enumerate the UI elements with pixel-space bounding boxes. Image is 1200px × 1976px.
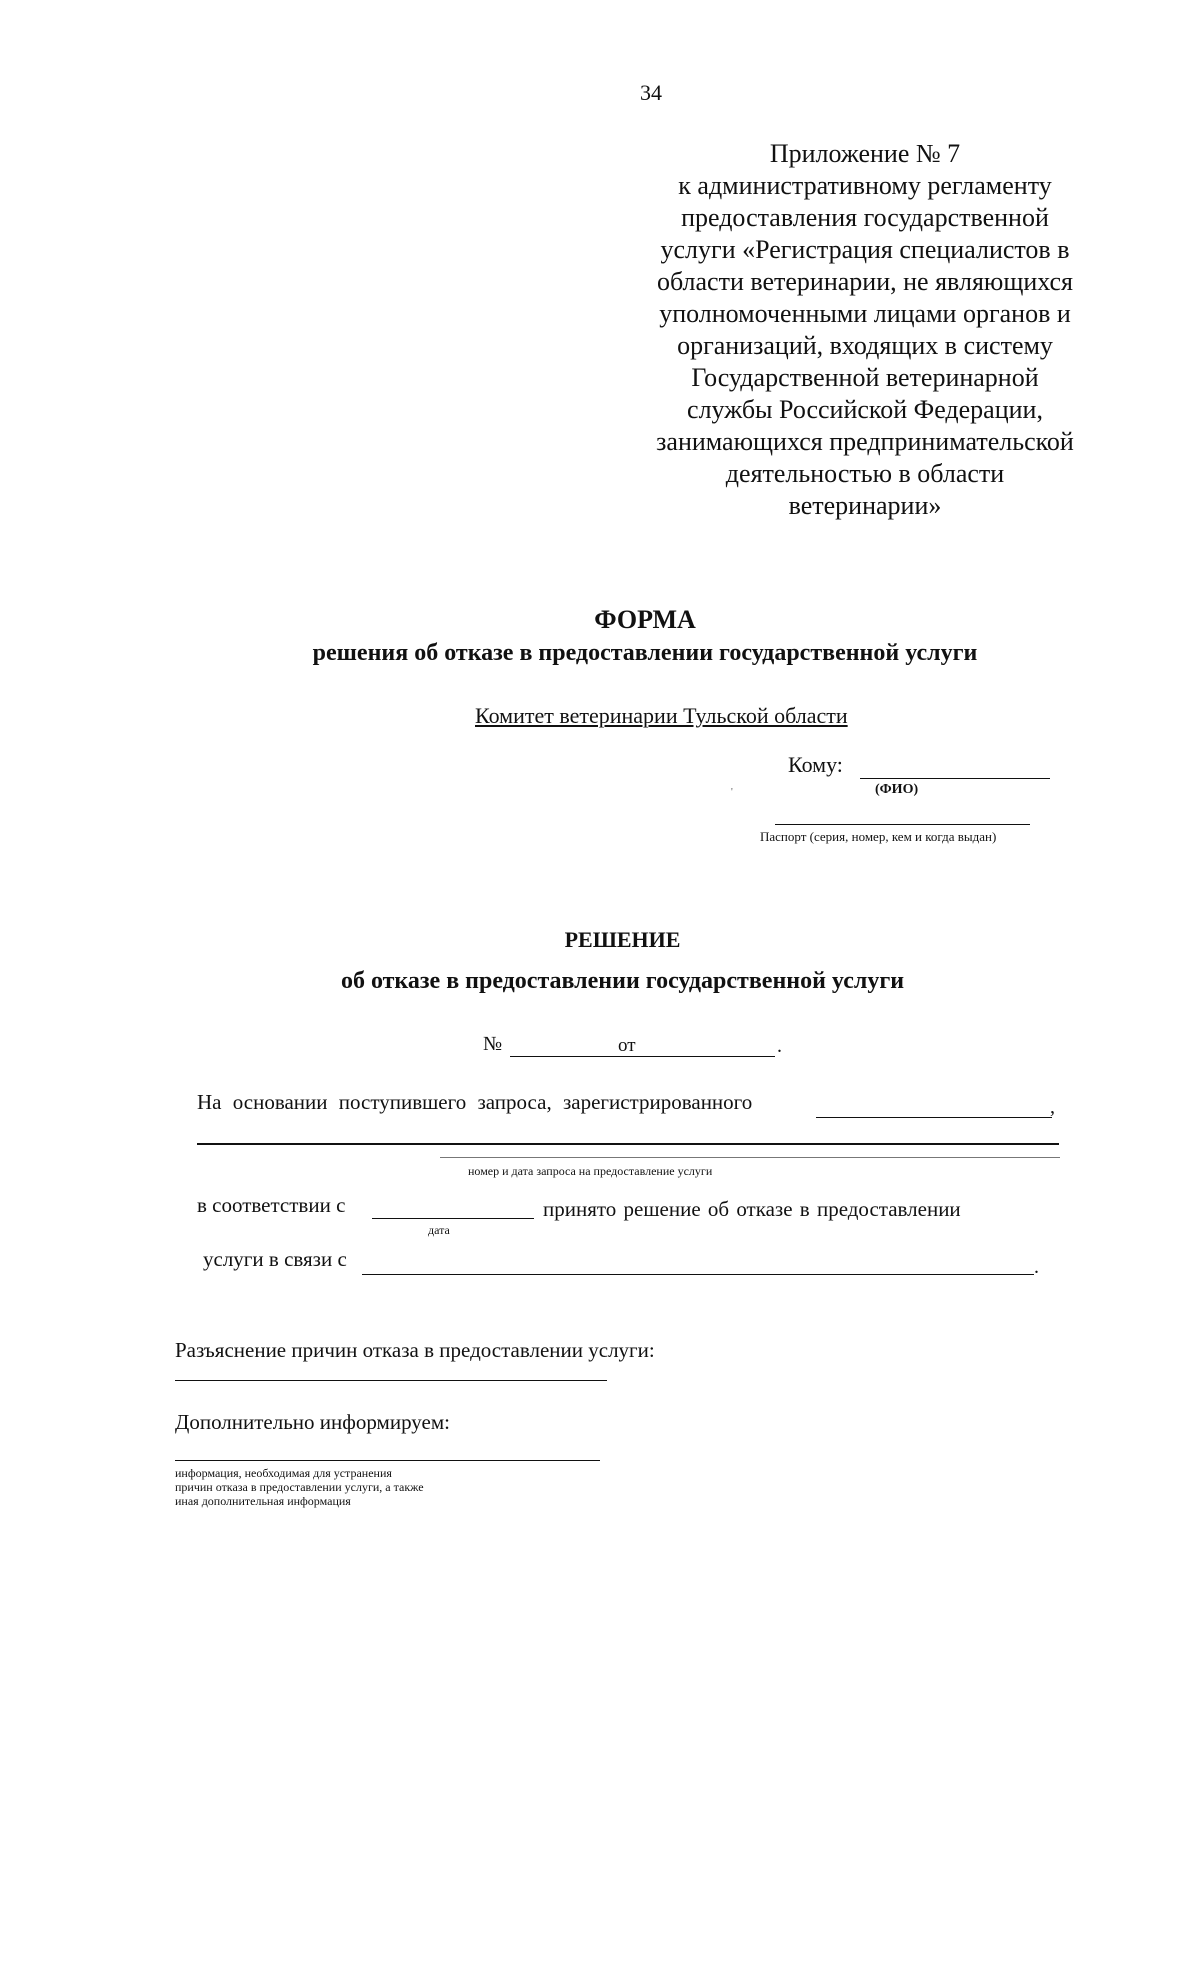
appendix-line: ветеринарии» xyxy=(788,491,942,520)
number-end-dot: . xyxy=(777,1035,782,1057)
service-reason-text: услуги в связи с xyxy=(203,1247,347,1271)
appendix-line: деятельностью в области xyxy=(725,459,1005,488)
caption-line: иная дополнительная информация xyxy=(175,1494,351,1508)
from-word: от xyxy=(618,1035,636,1056)
decision-title: РЕШЕНИЕ xyxy=(564,927,681,952)
recipient-label: Кому: xyxy=(788,752,843,777)
basis-text: На основании поступившего запроса, зарегистрированного xyxy=(197,1090,753,1114)
request-line-lower xyxy=(440,1157,1060,1158)
basis-comma: , xyxy=(1050,1096,1055,1118)
decision-subtitle: об отказе в предоставлении государственной услуги xyxy=(340,968,905,994)
passport-caption: Паспорт (серия, номер, кем и когда выдан) xyxy=(760,829,997,844)
number-sign: № xyxy=(483,1033,503,1055)
recipient-name-line xyxy=(860,778,1050,779)
appendix-line: услуги «Регистрация специалистов в xyxy=(660,235,1070,264)
appendix-line: предоставления государственной xyxy=(681,203,1049,232)
explanation-label: Разъяснение причин отказа в предоставлении услуги: xyxy=(175,1338,655,1362)
reason-end-dot: . xyxy=(1034,1256,1039,1278)
page-number: 34 xyxy=(640,80,662,105)
appendix-line: уполномоченными лицами органов и xyxy=(659,299,1071,328)
appendix-line: организаций, входящих в систему xyxy=(677,331,1053,360)
registration-line xyxy=(816,1117,1052,1118)
passport-line xyxy=(775,824,1030,825)
scan-speck: ' xyxy=(731,787,733,798)
appendix-line: занимающихся предпринимательской xyxy=(656,427,1074,456)
caption-line: причин отказа в предоставлении услуги, а также xyxy=(175,1480,424,1494)
appendix-line: Приложение № 7 xyxy=(769,139,961,168)
appendix-line: к административному регламенту xyxy=(678,171,1052,200)
accepted-text: принято решение об отказе в предоставлении xyxy=(543,1197,961,1221)
explanation-line xyxy=(175,1380,607,1381)
number-line xyxy=(510,1056,775,1057)
committee-name: Комитет ветеринарии Тульской области xyxy=(475,703,848,728)
appendix-line: Государственной ветеринарной xyxy=(691,363,1039,392)
additional-info-line xyxy=(175,1460,600,1461)
request-caption: номер и дата запроса на предоставление услуги xyxy=(468,1164,713,1178)
form-subtitle: решения об отказе в предоставлении государственной услуги xyxy=(312,640,978,666)
accordance-text: в соответствии с xyxy=(197,1193,346,1217)
appendix-line: службы Российской Федерации, xyxy=(687,395,1043,424)
additional-info-label: Дополнительно информируем: xyxy=(175,1410,450,1434)
date-line xyxy=(372,1218,534,1219)
additional-info-caption xyxy=(175,1466,424,1508)
date-caption: дата xyxy=(428,1223,450,1237)
caption-line: информация, необходимая для устранения xyxy=(175,1466,392,1480)
reason-line xyxy=(362,1274,1034,1275)
appendix-line: области ветеринарии, не являющихся xyxy=(656,267,1074,296)
fio-caption: (ФИО) xyxy=(875,782,919,797)
request-line xyxy=(197,1143,1059,1145)
form-title: ФОРМА xyxy=(594,605,696,634)
appendix-header xyxy=(630,138,1100,522)
